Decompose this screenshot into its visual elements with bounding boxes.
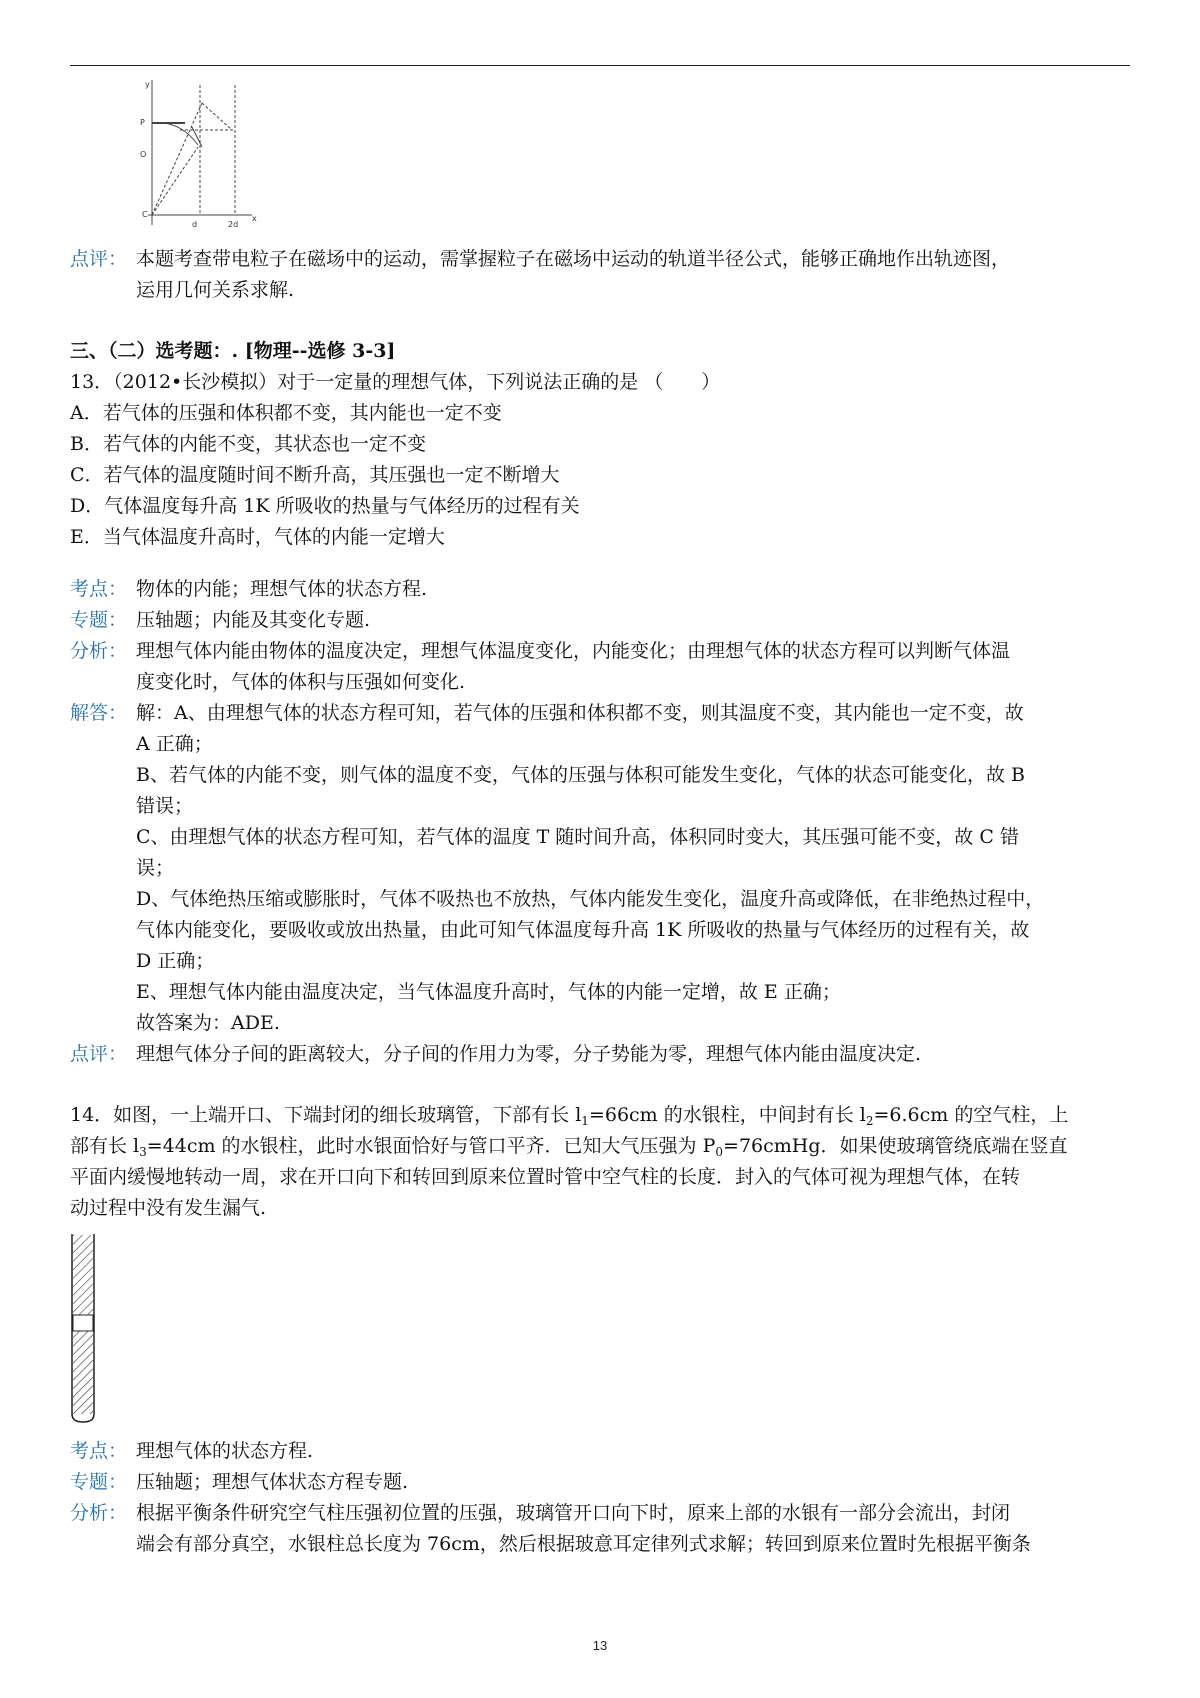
q14-zhuanti: 压轴题；理想气体状态方程专题. bbox=[136, 1471, 409, 1493]
q13-fenxi-line: 理想气体内能由物体的温度决定，理想气体温度变化，内能变化；由理想气体的状态方程可以判断气体温 bbox=[136, 640, 1011, 662]
q14-kaodian: 理想气体的状态方程. bbox=[136, 1440, 314, 1462]
q13-zhuanti-label: 专题： bbox=[70, 609, 128, 631]
q14-stem-line: 14．如图，一上端开口、下端封闭的细长玻璃管，下部有长 $l_1=66cm$ 的水银柱，中间封有长 $l_2=6.6cm$ 的空气柱，上 bbox=[70, 1104, 1069, 1128]
q13-jieda-line: 错误； bbox=[136, 795, 194, 817]
q13-kaodian: 物体的内能；理想气体的状态方程. bbox=[136, 578, 428, 600]
point-p-label: P bbox=[140, 118, 145, 127]
q13-kaodian-label: 考点： bbox=[70, 578, 128, 600]
q13-fenxi-label: 分析： bbox=[70, 640, 128, 662]
origin-label: O bbox=[140, 150, 147, 159]
header-rule bbox=[70, 65, 1130, 66]
tick-2d-label: 2d bbox=[228, 220, 239, 229]
q13-option-a: A．若气体的压强和体积都不变，其内能也一定不变 bbox=[70, 402, 502, 424]
q13-jieda-line: 解：A、由理想气体的状态方程可知，若气体的压强和体积都不变，则其温度不变，其内能也一定不变，故 bbox=[136, 702, 1024, 724]
tick-d-label: d bbox=[192, 220, 198, 229]
q13-jieda-line: E、理想气体内能由温度决定，当气体温度升高时，气体的内能一定增，故 E 正确； bbox=[136, 981, 841, 1003]
q14-fenxi-label: 分析： bbox=[70, 1502, 128, 1524]
q14-kaodian-label: 考点： bbox=[70, 1440, 128, 1462]
q13-option-b: B．若气体的内能不变，其状态也一定不变 bbox=[70, 433, 426, 455]
q13-fenxi-line: 度变化时，气体的体积与压强如何变化. bbox=[136, 671, 466, 693]
q13-jieda-line: 气体内能变化，要吸收或放出热量，由此可知气体温度每升高 1K 所吸收的热量与气体经历的过程有关，故 bbox=[136, 919, 1030, 941]
q13-jieda-line: D、气体绝热压缩或膨胀时，气体不吸热也不放热，气体内能发生变化，温度升高或降低，在非绝热过程中， bbox=[136, 888, 1045, 910]
section-heading: 三、（二）选考题：. [物理--选修 3-3] bbox=[70, 340, 396, 362]
axis-y-label: y bbox=[145, 80, 150, 89]
q14-fenxi-line: 根据平衡条件研究空气柱压强初位置的压强，玻璃管开口向下时，原来上部的水银有一部分会流出，封闭 bbox=[136, 1502, 1011, 1524]
q14-stem-line: 部有长 $l_3=44cm$ 的水银柱，此时水银面恰好与管口平齐．已知大气压强为 $P_0=76cmHg$．如果使玻璃管绕底端在竖直 bbox=[70, 1135, 1068, 1159]
q13-jieda-line: A 正确； bbox=[136, 733, 213, 755]
q13-stem: 13．（2012•长沙模拟）对于一定量的理想气体，下列说法正确的是 （ ） bbox=[70, 371, 721, 393]
q13-jieda-line: B、若气体的内能不变，则气体的温度不变，气体的压强与体积可能发生变化，气体的状态可能变化，故 B bbox=[136, 764, 1025, 786]
q13-jieda-line: 误； bbox=[136, 857, 175, 879]
q13-jieda-line: C、由理想气体的状态方程可知，若气体的温度 T 随时间升高，体积同时变大，其压强可能不变，故 C 错 bbox=[136, 826, 1019, 848]
trajectory-diagram bbox=[140, 75, 260, 235]
q13-zhuanti: 压轴题；内能及其变化专题. bbox=[136, 609, 371, 631]
q13-option-c: C．若气体的温度随时间不断升高，其压强也一定不断增大 bbox=[70, 464, 560, 486]
point-c-label: C bbox=[142, 210, 148, 219]
axis-x-label: x bbox=[252, 214, 257, 223]
glass-tube-diagram bbox=[68, 1232, 98, 1424]
page-number: 13 bbox=[592, 1638, 608, 1653]
q13-dianping-label: 点评： bbox=[70, 1043, 128, 1065]
comment-line: 本题考查带电粒子在磁场中的运动，需掌握粒子在磁场中运动的轨道半径公式，能够正确地作出轨迹图， bbox=[136, 248, 1011, 270]
q13-option-d: D．气体温度每升高 1K 所吸收的热量与气体经历的过程有关 bbox=[70, 495, 580, 517]
q13-jieda-line: 故答案为：ADE. bbox=[136, 1012, 280, 1034]
q13-jieda-label: 解答： bbox=[70, 702, 128, 724]
q14-fenxi-line: 端会有部分真空，水银柱总长度为 76cm，然后根据玻意耳定律列式求解；转回到原来位置时先根据平衡条 bbox=[136, 1533, 1031, 1555]
comment-line: 运用几何关系求解. bbox=[136, 279, 295, 301]
comment-label: 点评： bbox=[70, 248, 128, 270]
q13-dianping: 理想气体分子间的距离较大，分子间的作用力为零，分子势能为零，理想气体内能由温度决定. bbox=[136, 1043, 922, 1065]
q14-stem-line: 平面内缓慢地转动一周，求在开口向下和转回到原来位置时管中空气柱的长度．封入的气体可视为理想气体，在转 bbox=[70, 1166, 1021, 1188]
q13-option-e: E．当气体温度升高时，气体的内能一定增大 bbox=[70, 526, 445, 548]
q13-jieda-line: D 正确； bbox=[136, 950, 215, 972]
q14-stem-line: 动过程中没有发生漏气. bbox=[70, 1197, 267, 1219]
q14-zhuanti-label: 专题： bbox=[70, 1471, 128, 1493]
